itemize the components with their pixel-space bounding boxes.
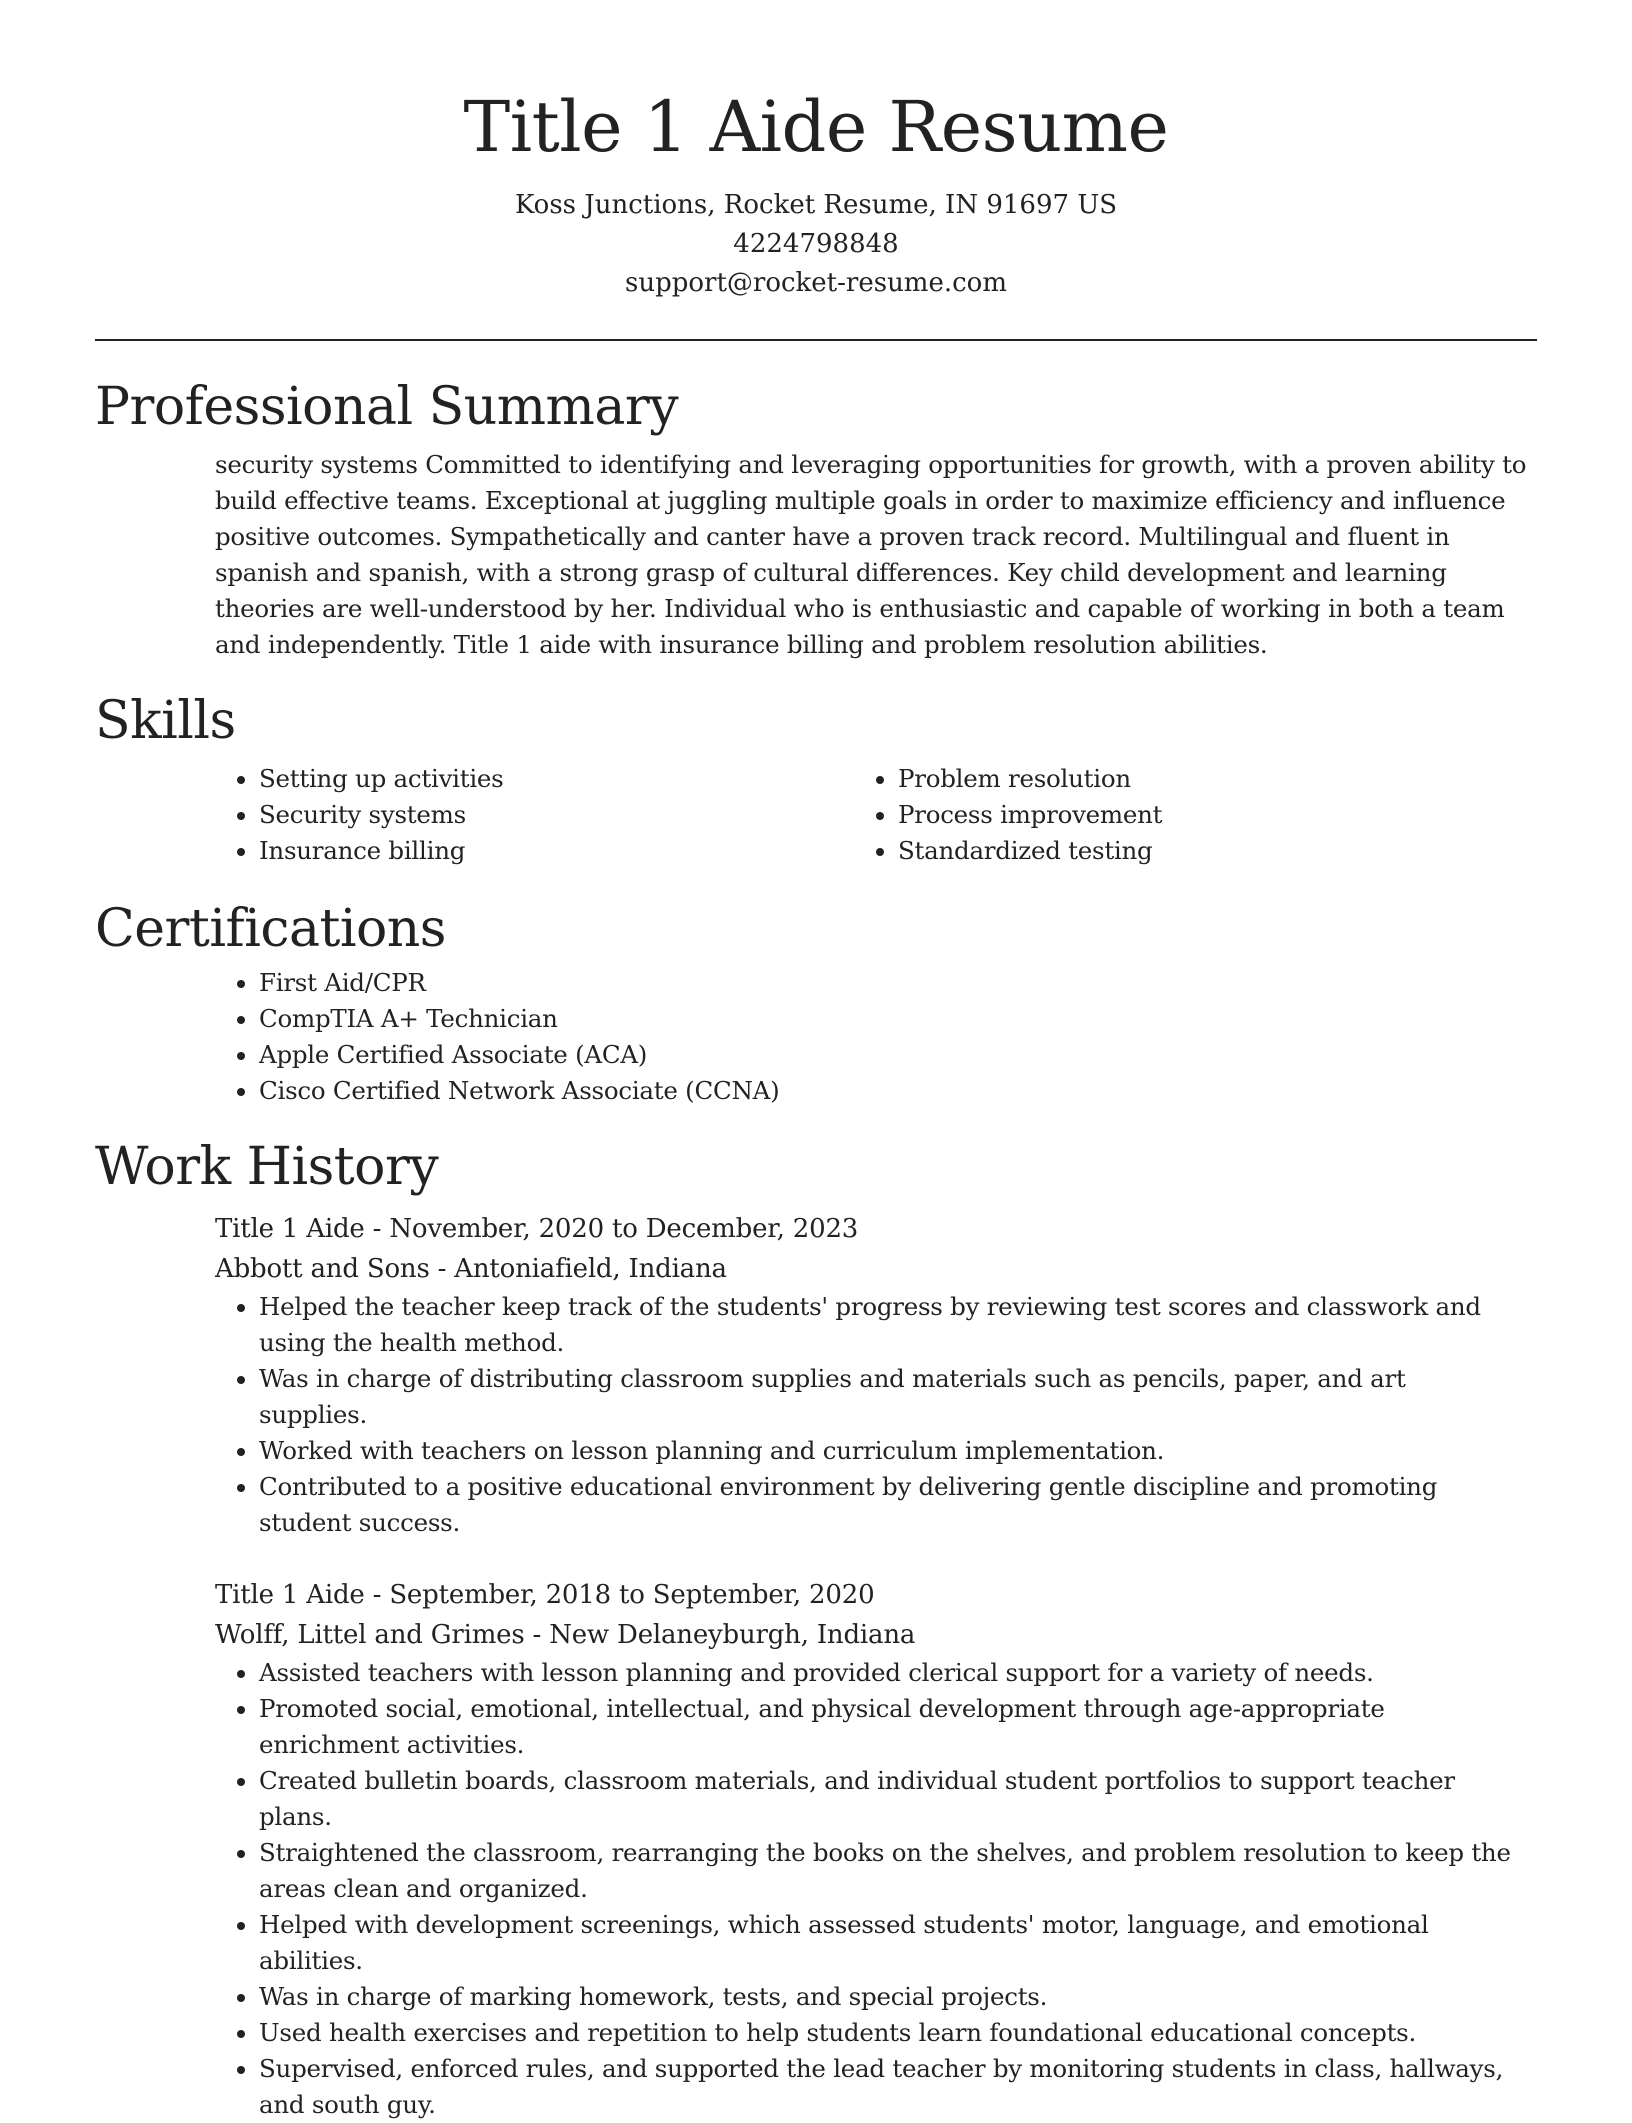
job-title-line xyxy=(215,1209,1537,1249)
job-entry xyxy=(95,1209,1537,1541)
job-location: - New Delaneyburgh, Indiana xyxy=(524,1620,916,1650)
summary-text: security systems Committed to identifying and leveraging opportunities for growth, with a proven ability to build effective teams. Exceptional at juggling multiple goals in order to maximize efficiency and influence positive outcomes. Sympathetically and canter have a proven track record. Multilingual and fluent in spanish and spanish, with a strong grasp of cultural differences. Key child development and learning theories are well-understood by her. Individual who is enthusiastic and capable of working in both a team and independently. Title 1 aide with insurance billing and problem resolution abilities. xyxy=(215,450,1527,659)
job-bullet: • Was in charge of marking homework, tests, and special projects. xyxy=(259,1979,1537,2015)
skill-item: • Setting up activities xyxy=(259,761,898,797)
certification-item: • First Aid/CPR xyxy=(259,965,1537,1001)
skill-item: • Insurance billing xyxy=(259,833,898,869)
certification-item: • CompTIA A+ Technician xyxy=(259,1001,1537,1037)
skill-item: • Security systems xyxy=(259,797,898,833)
job-entry xyxy=(95,1575,1537,2123)
job-bullet: • Supervised, enforced rules, and supported the lead teacher by monitoring students in class, hallways, and south guy. xyxy=(259,2051,1537,2123)
skills-column-2 xyxy=(734,761,1537,869)
certifications-list xyxy=(95,965,1537,1109)
certifications-section xyxy=(95,893,1537,1109)
resume-title: Title 1 Aide Resume xyxy=(463,86,1169,168)
job-bullet: • Created bulletin boards, classroom materials, and individual student portfolios to support teacher plans. xyxy=(259,1763,1537,1835)
job-bullet: • Helped with development screenings, which assessed students' motor, language, and emotional abilities. xyxy=(259,1907,1537,1979)
job-bullet: • Contributed to a positive educational environment by delivering gentle discipline and promoting student success. xyxy=(259,1469,1537,1541)
address-text: Koss Junctions, Rocket Resume, IN 91697 US xyxy=(514,190,1118,220)
job-bullet: • Helped the teacher keep track of the students' progress by reviewing test scores and classwork and using the health method. xyxy=(259,1289,1537,1361)
work-history-heading: Work History xyxy=(95,1137,439,1197)
skills-section xyxy=(95,685,1537,869)
job-bullet: • Was in charge of distributing classroom supplies and materials such as pencils, paper, and art supplies. xyxy=(259,1361,1537,1433)
skills-heading: Skills xyxy=(95,691,236,751)
summary-heading: Professional Summary xyxy=(95,377,679,437)
header-divider xyxy=(95,339,1537,341)
skill-item: • Standardized testing xyxy=(898,833,1537,869)
job-dates: - September, 2018 to September, 2020 xyxy=(364,1580,875,1610)
job-company-line xyxy=(215,1249,1537,1289)
skills-grid xyxy=(95,761,1537,869)
certifications-heading: Certifications xyxy=(95,899,446,959)
job-company: Abbott and Sons xyxy=(215,1254,430,1284)
job-company: Wolff, Littel and Grimes xyxy=(215,1620,525,1650)
job-company-line xyxy=(215,1615,1537,1655)
resume-header xyxy=(95,0,1537,303)
job-dates: - November, 2020 to December, 2023 xyxy=(364,1214,859,1244)
certification-item: • Cisco Certified Network Associate (CCNA) xyxy=(259,1073,1537,1109)
job-title: Title 1 Aide xyxy=(215,1580,365,1610)
job-title: Title 1 Aide xyxy=(215,1214,365,1244)
job-bullet: • Straightened the classroom, rearranging the books on the shelves, and problem resolution to keep the areas clean and organized. xyxy=(259,1835,1537,1907)
job-bullet: • Promoted social, emotional, intellectual, and physical development through age-appropriate enrichment activities. xyxy=(259,1691,1537,1763)
job-bullets xyxy=(95,1655,1537,2123)
contact-info xyxy=(95,186,1537,303)
job-bullet: • Worked with teachers on lesson planning and curriculum implementation. xyxy=(259,1433,1537,1469)
email-text: support@rocket-resume.com xyxy=(624,268,1007,298)
skill-item: • Process improvement xyxy=(898,797,1537,833)
phone-text: 4224798848 xyxy=(733,229,899,259)
certification-item: • Apple Certified Associate (ACA) xyxy=(259,1037,1537,1073)
job-bullets xyxy=(95,1289,1537,1541)
job-bullet: • Assisted teachers with lesson planning and provided clerical support for a variety of needs. xyxy=(259,1655,1537,1691)
summary-section xyxy=(95,371,1537,663)
skill-item: • Problem resolution xyxy=(898,761,1537,797)
work-history-section xyxy=(95,1131,1537,2123)
job-title-line xyxy=(215,1575,1537,1615)
job-location: - Antoniafield, Indiana xyxy=(429,1254,727,1284)
job-bullet: • Used health exercises and repetition to help students learn foundational educational concepts. xyxy=(259,2015,1537,2051)
